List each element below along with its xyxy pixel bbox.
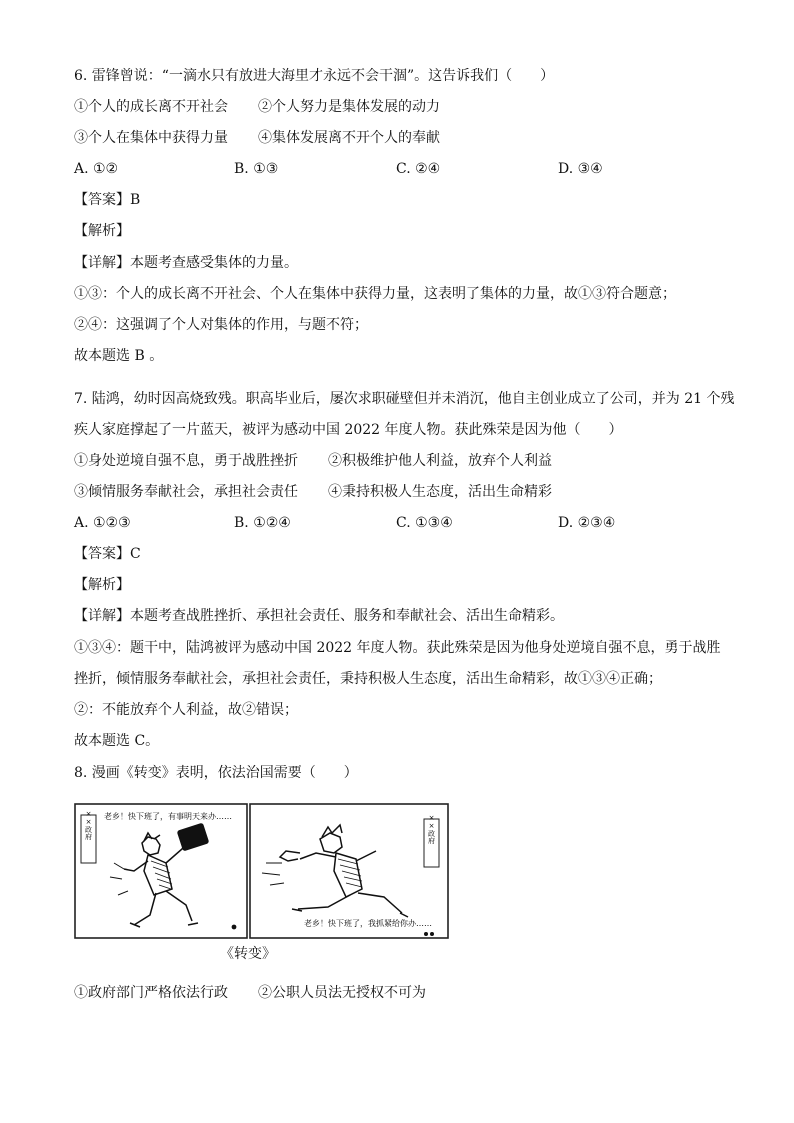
q6-option-a: A. ①② — [74, 161, 119, 177]
q7-option-c: C. ①③④ — [396, 515, 453, 531]
q7-statement-2: ②积极维护他人利益，放弃个人利益 — [328, 453, 552, 469]
q7-detail: 【详解】本题考查战胜挫折、承担社会责任、服务和奉献社会、活出生命精彩。 — [74, 608, 564, 624]
q6-stem: 6. 雷锋曾说：“一滴水只有放进大海里才永远不会干涸”。这告诉我们（ ） — [74, 68, 555, 84]
q7-stem-line-2: 疾人家庭撑起了一片蓝天，被评为感动中国 2022 年度人物。获此殊荣是因为他（ ） — [74, 422, 623, 438]
q8-statement-2: ②公职人员法无授权不可为 — [258, 985, 426, 1001]
cartoon-caption: 《转变》 — [220, 946, 276, 962]
q6-option-b: B. ①③ — [234, 161, 279, 177]
q6-analysis-heading: 【解析】 — [74, 223, 130, 239]
left-speech: 老乡！快下班了，有事明天来办…… — [104, 812, 232, 821]
q6-statement-1: ①个人的成长离不开社会 — [74, 99, 228, 115]
svg-text:××政府: ××政府 — [84, 810, 93, 840]
right-speech: 老乡！快下班了，我抓紧给你办…… — [304, 919, 432, 928]
right-sign — [424, 814, 439, 867]
q7-statement-3: ③倾情服务奉献社会，承担社会责任 — [74, 484, 298, 500]
q7-conclusion: 故本题选 C。 — [74, 733, 160, 749]
q7-option-d: D. ②③④ — [558, 515, 616, 531]
q8-stem: 8. 漫画《转变》表明，依法治国需要（ ） — [74, 765, 358, 781]
q6-statement-3: ③个人在集体中获得力量 — [74, 130, 228, 146]
q6-detail: 【详解】本题考查感受集体的力量。 — [74, 255, 298, 271]
svg-text:××政府: ××政府 — [427, 814, 436, 844]
q6-option-c: C. ②④ — [396, 161, 441, 177]
cartoon-zhuanbian — [74, 803, 450, 941]
q6-conclusion: 故本题选 B 。 — [74, 348, 164, 364]
q7-statement-1: ①身处逆境自强不息，勇于战胜挫折 — [74, 453, 298, 469]
q7-answer: 【答案】C — [74, 546, 141, 562]
q7-explanation-2: ②：不能放弃个人利益，故②错误； — [74, 702, 298, 718]
q6-explanation-1: ①③：个人的成长离不开社会、个人在集体中获得力量，这表明了集体的力量，故①③符合题意； — [74, 286, 676, 302]
q6-statement-4: ④集体发展离不开个人的奉献 — [258, 130, 440, 146]
left-sign — [81, 810, 96, 863]
q7-explanation-1a: ①③④：题干中，陆鸿被评为感动中国 2022 年度人物。获此殊荣是因为他身处逆境自强不息，勇于战胜 — [74, 640, 721, 656]
q6-explanation-2: ②④：这强调了个人对集体的作用，与题不符； — [74, 317, 368, 333]
q8-statement-1: ①政府部门严格依法行政 — [74, 985, 228, 1001]
q7-explanation-1b: 挫折，倾情服务奉献社会，承担社会责任，秉持积极人生态度，活出生命精彩，故①③④正确； — [74, 671, 662, 687]
q6-answer: 【答案】B — [74, 192, 141, 208]
q7-analysis-heading: 【解析】 — [74, 577, 130, 593]
q7-option-a: A. ①②③ — [74, 515, 131, 531]
q6-option-d: D. ③④ — [558, 161, 603, 177]
q7-statement-4: ④秉持积极人生态度，活出生命精彩 — [328, 484, 552, 500]
q7-stem-line-1: 7. 陆鸿，幼时因高烧致残。职高毕业后，屡次求职碰壁但并未消沉，他自主创业成立了公司，并为 21 个残 — [74, 391, 735, 407]
q6-statement-2: ②个人努力是集体发展的动力 — [258, 99, 440, 115]
q7-option-b: B. ①②④ — [234, 515, 291, 531]
